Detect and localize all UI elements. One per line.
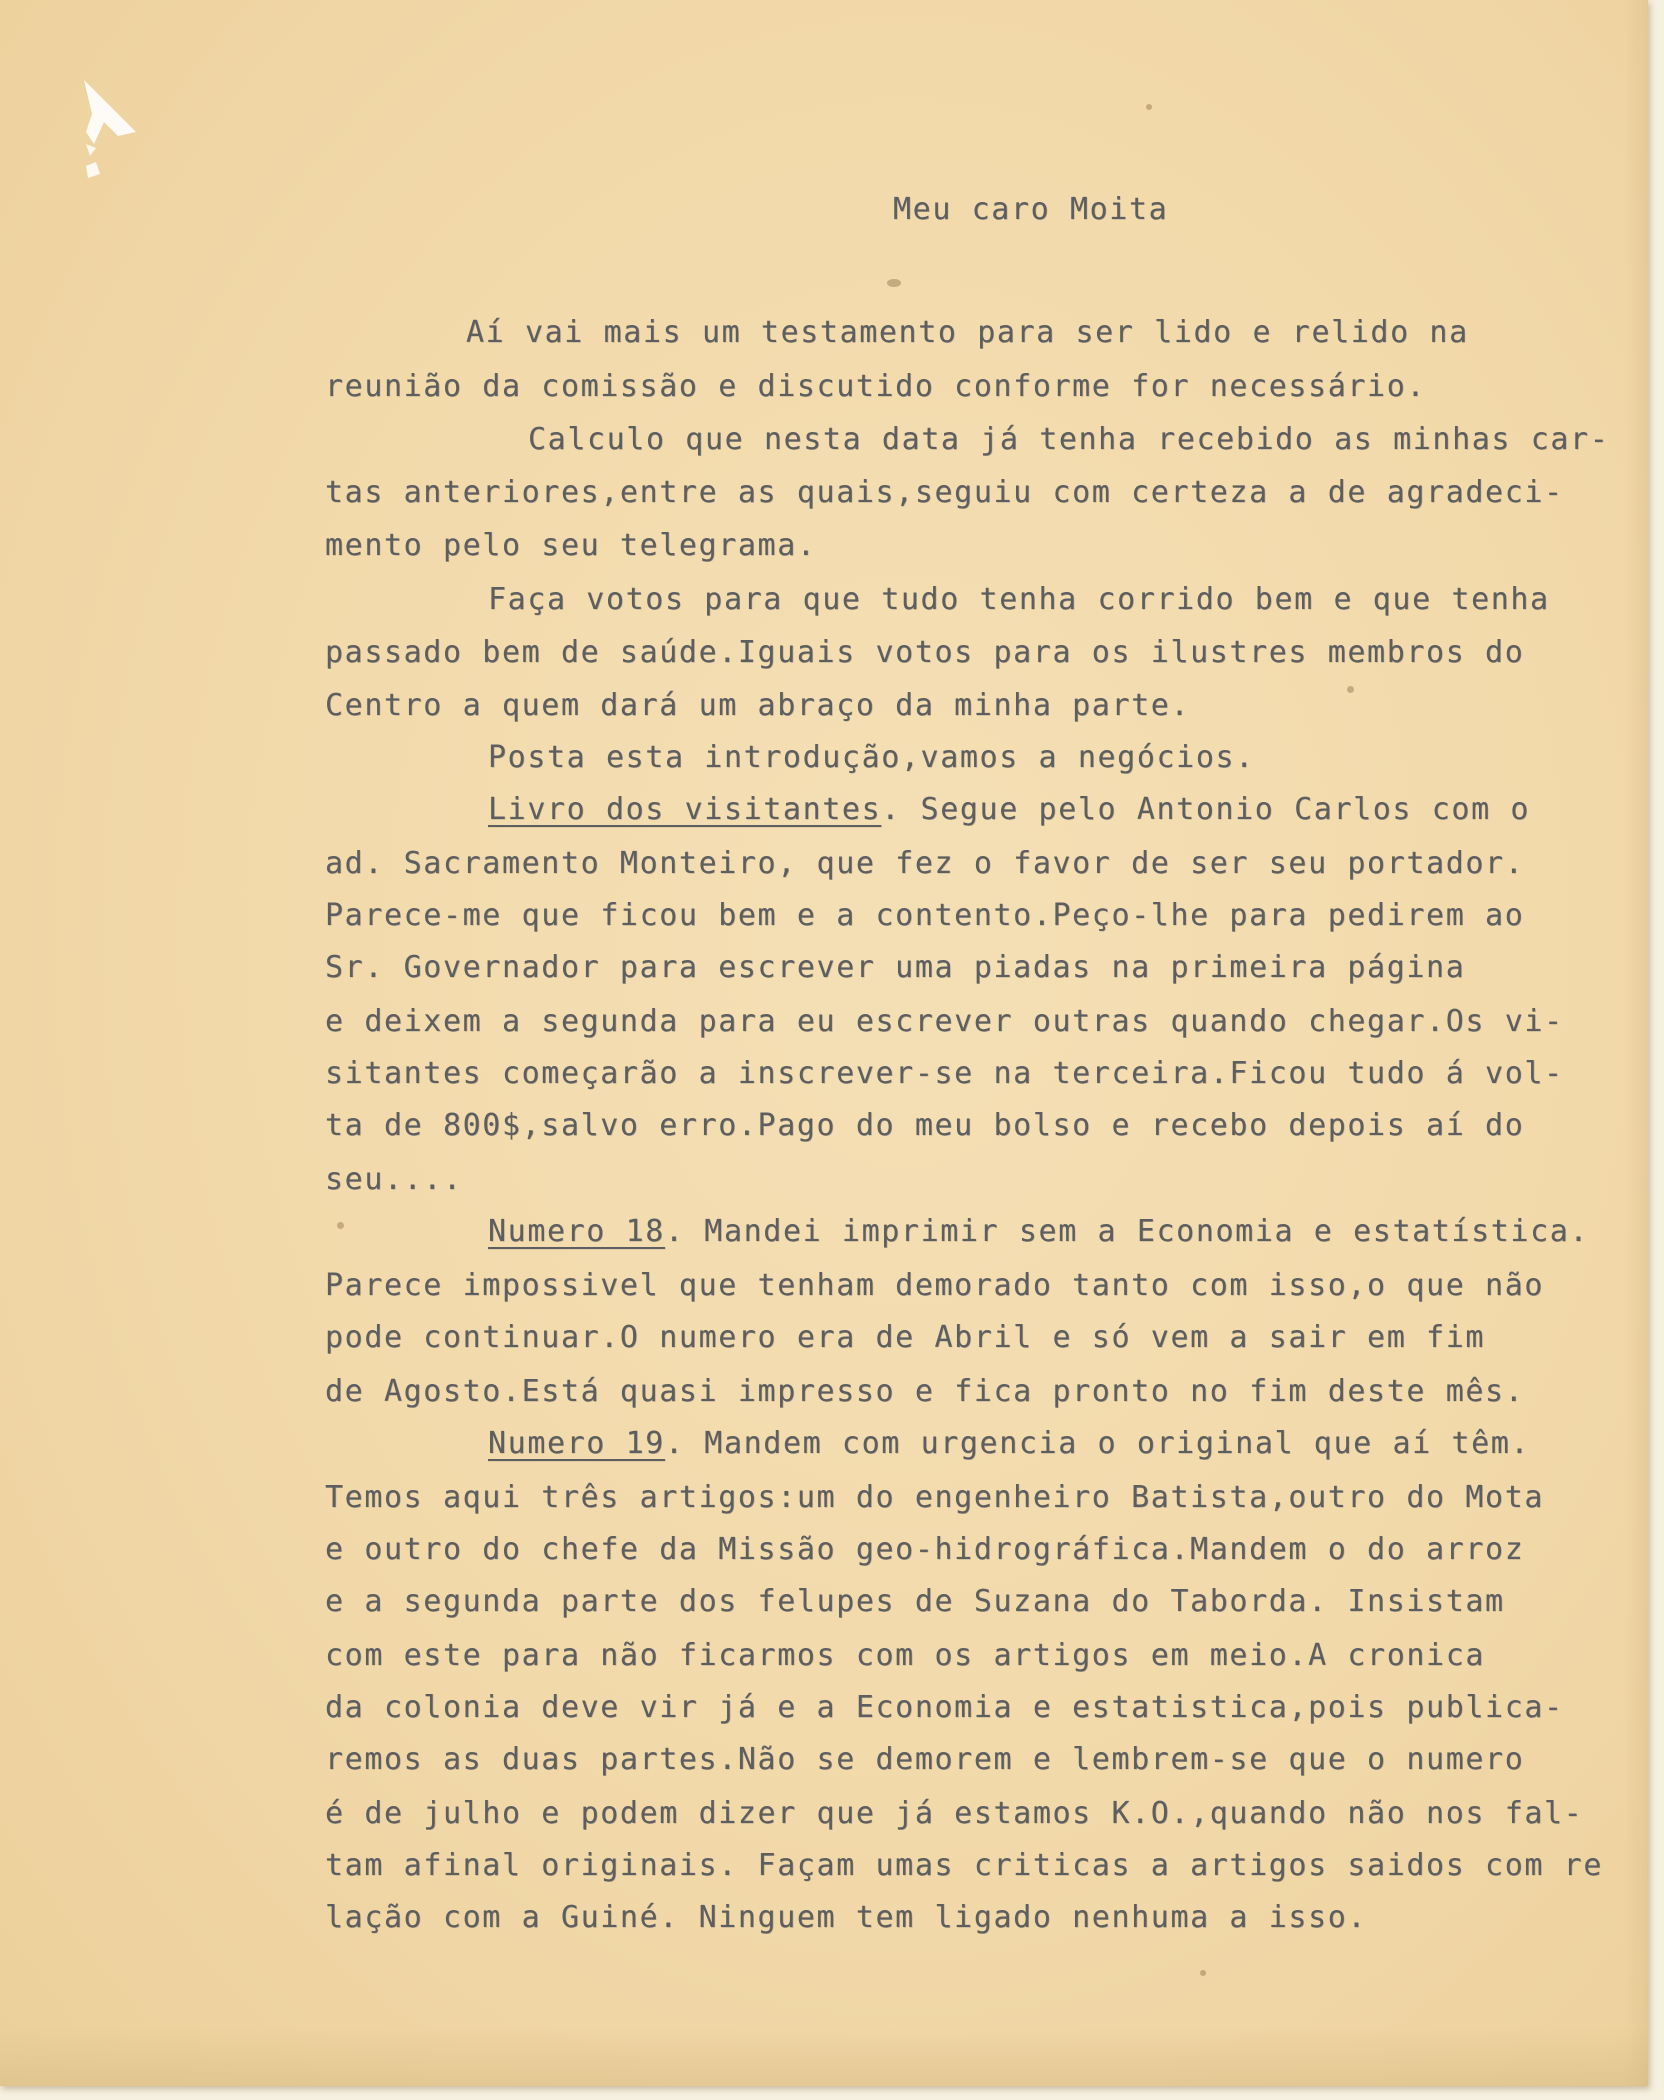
ink-speck bbox=[337, 1222, 344, 1229]
letter-line-section bbox=[488, 1214, 1589, 1250]
section-heading-livro-dos-visitantes: Livro dos visitantes bbox=[488, 792, 882, 827]
letter-line: de Agosto.Está quasi impresso e fica pronto no fim deste mês. bbox=[325, 1374, 1525, 1409]
letter-line: remos as duas partes.Não se demorem e lembrem-se que o numero bbox=[325, 1742, 1525, 1777]
letter-line: ta de 800$,salvo erro.Pago do meu bolso e recebo depois aí do bbox=[325, 1108, 1525, 1143]
ink-speck bbox=[1347, 686, 1354, 693]
ink-speck bbox=[1146, 104, 1152, 110]
torn-corner-mark bbox=[78, 74, 140, 184]
letter-line: e outro do chefe da Missão geo-hidrográfica.Mandem o do arroz bbox=[325, 1532, 1525, 1567]
letter-line: ad. Sacramento Monteiro, que fez o favor de ser seu portador. bbox=[325, 846, 1525, 881]
letter-line: tam afinal originais. Façam umas criticas a artigos saidos com re bbox=[325, 1848, 1603, 1883]
letter-line: Centro a quem dará um abraço da minha parte. bbox=[325, 688, 1191, 723]
letter-line: reunião da comissão e discutido conforme for necessário. bbox=[325, 369, 1427, 404]
letter-line: com este para não ficarmos com os artigos em meio.A cronica bbox=[325, 1638, 1486, 1673]
section-text: . Segue pelo Antonio Carlos com o bbox=[881, 792, 1531, 827]
letter-line: passado bem de saúde.Iguais votos para os ilustres membros do bbox=[325, 635, 1525, 670]
letter-line: e a segunda parte dos felupes de Suzana do Taborda. Insistam bbox=[325, 1584, 1505, 1619]
ink-speck bbox=[887, 279, 901, 287]
letter-line: Sr. Governador para escrever uma piadas na primeira página bbox=[325, 950, 1466, 985]
section-text: . Mandem com urgencia o original que aí têm. bbox=[664, 1426, 1531, 1461]
letter-line: da colonia deve vir já e a Economia e estatistica,pois publica- bbox=[325, 1690, 1564, 1725]
letter-line: Parece impossivel que tenham demorado tanto com isso,o que não bbox=[325, 1268, 1545, 1303]
letter-line: e deixem a segunda para eu escrever outras quando chegar.Os vi- bbox=[325, 1004, 1564, 1039]
letter-line: Temos aqui três artigos:um do engenheiro Batista,outro do Mota bbox=[325, 1480, 1545, 1515]
letter-line-section bbox=[488, 792, 1530, 828]
section-text: . Mandei imprimir sem a Economia e estatística. bbox=[664, 1214, 1590, 1249]
ink-speck bbox=[1200, 1970, 1206, 1976]
letter-line-section bbox=[488, 1426, 1530, 1462]
letter-line: Posta esta introdução,vamos a negócios. bbox=[488, 740, 1255, 775]
letter-line: Aí vai mais um testamento para ser lido e relido na bbox=[466, 315, 1469, 350]
letter-line: seu.... bbox=[325, 1162, 463, 1197]
letter-line: sitantes começarão a inscrever-se na terceira.Ficou tudo á vol- bbox=[325, 1056, 1564, 1091]
letter-line: Parece-me que ficou bem e a contento.Peço-lhe para pedirem ao bbox=[325, 898, 1525, 933]
letter-line: é de julho e podem dizer que já estamos K.O.,quando não nos fal- bbox=[325, 1796, 1584, 1831]
letter-line: mento pelo seu telegrama. bbox=[325, 528, 817, 563]
letter-line: pode continuar.O numero era de Abril e só vem a sair em fim bbox=[325, 1320, 1486, 1355]
letter-line: lação com a Guiné. Ninguem tem ligado nenhuma a isso. bbox=[325, 1900, 1368, 1935]
letter-salutation: Meu caro Moita bbox=[893, 192, 1169, 227]
section-heading-numero-19: Numero 19 bbox=[488, 1426, 665, 1461]
letter-line: tas anteriores,entre as quais,seguiu com certeza a de agradeci- bbox=[325, 475, 1564, 510]
letter-line: Calculo que nesta data já tenha recebido as minhas car- bbox=[528, 422, 1610, 457]
letter-line: Faça votos para que tudo tenha corrido bem e que tenha bbox=[488, 582, 1550, 617]
section-heading-numero-18: Numero 18 bbox=[488, 1214, 665, 1249]
